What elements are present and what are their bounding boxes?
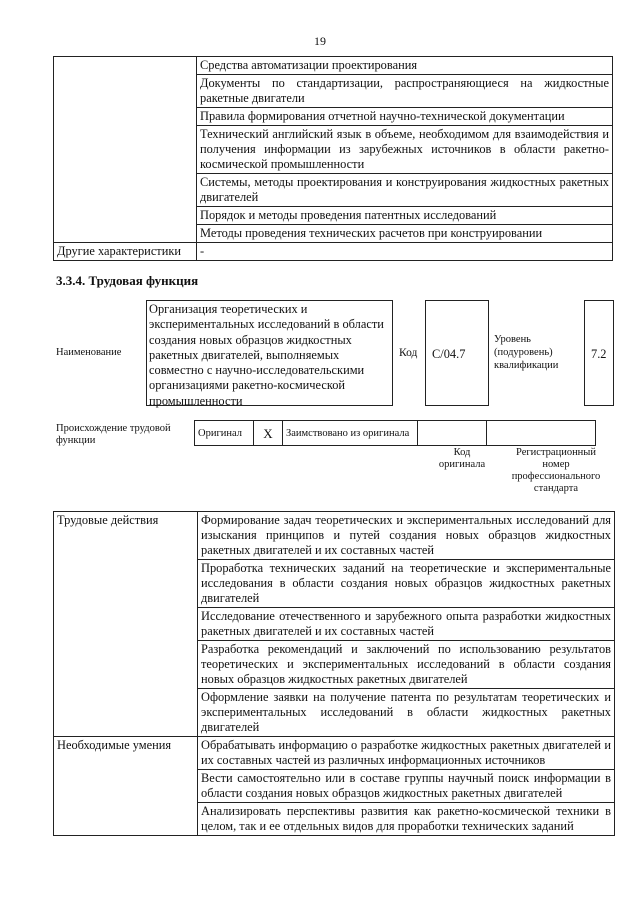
code-value: C/04.7: [432, 347, 466, 361]
table-cell: Вести самостоятельно или в составе группы научный поиск информации в области создания новых образцов жидкостных ракетных двигателей: [198, 770, 615, 803]
name-label: Наименование: [56, 347, 122, 358]
knowledge-label-cell: [54, 57, 197, 243]
reg-number-cell: [487, 421, 596, 446]
origin-label: Происхождение трудовой функции: [56, 423, 171, 446]
origin-table: [194, 420, 596, 446]
original-mark: X: [254, 421, 283, 446]
table-cell: Проработка технических заданий на теоретические и экспериментальные исследования в области создания новых образцов жидкостных ракетных двигателей: [198, 560, 615, 608]
function-name-box: Организация теоретических и экспериментальных исследований в области создания новых образцов жидкостных ракетных двигателей, выполняемых совместно с научно-исследовательскими организациями ракетно-космической промышленности: [146, 300, 393, 406]
table-cell: Технический английский язык в объеме, необходимом для взаимодействия и получения информации из зарубежных источников в области ракетно-космической промышленности: [197, 126, 613, 174]
table-cell: Оформление заявки на получение патента по результатам теоретических и экспериментальных исследований в области жидкостных ракетных двигателей: [198, 689, 615, 737]
table-cell: Разработка рекомендаций и заключений по использованию результатов теоретических и экспериментальных исследований в области создания новых образцов жидкостных ракетных двигателей: [198, 641, 615, 689]
table-cell: Документы по стандартизации, распространяющиеся на жидкостные ракетные двигатели: [197, 75, 613, 108]
level-value: 7.2: [591, 347, 607, 361]
table-cell: Обрабатывать информацию о разработке жидкостных ракетных двигателей и их составных частей из различных информационных источников: [198, 737, 615, 770]
original-label: Оригинал: [195, 421, 254, 446]
table-cell: Правила формирования отчетной научно-технической документации: [197, 108, 613, 126]
table-cell: Формирование задач теоретических и экспериментальных исследований для изыскания принципов и путей создания новых образцов жидкостных ракетных двигателей и их составных частей: [198, 512, 615, 560]
other-characteristics-value: -: [197, 243, 613, 261]
reg-caption: Регистрационный номер профессионального стандарта: [511, 447, 601, 494]
work-actions-table: [53, 511, 615, 836]
group-label: Трудовые действия: [54, 512, 198, 737]
level-box: [584, 300, 614, 406]
table-cell: Методы проведения технических расчетов при конструировании: [197, 225, 613, 243]
page-number: 19: [314, 34, 326, 48]
borrowed-label: Заимствовано из оригинала: [283, 421, 418, 446]
code-label: Код: [399, 347, 418, 359]
table-cell: Средства автоматизации проектирования: [197, 57, 613, 75]
table-cell: Порядок и методы проведения патентных исследований: [197, 207, 613, 225]
code-caption: Код оригинала: [438, 447, 486, 470]
code-box: [425, 300, 489, 406]
section-heading: 3.3.4. Трудовая функция: [56, 273, 199, 288]
level-label: Уровень (подуровень) квалификации: [494, 334, 559, 371]
original-code-cell: [418, 421, 487, 446]
other-characteristics-label: Другие характеристики: [54, 243, 197, 261]
group-label: Необходимые умения: [54, 737, 198, 836]
table-cell: Системы, методы проектирования и конструирования жидкостных ракетных двигателей: [197, 174, 613, 207]
knowledge-table: [53, 56, 613, 261]
table-cell: Исследование отечественного и зарубежного опыта разработки жидкостных ракетных двигателей и их составных частей: [198, 608, 615, 641]
table-cell: Анализировать перспективы развития как ракетно-космической техники в целом, так и ее отдельных видов для проработки технических заданий: [198, 803, 615, 836]
